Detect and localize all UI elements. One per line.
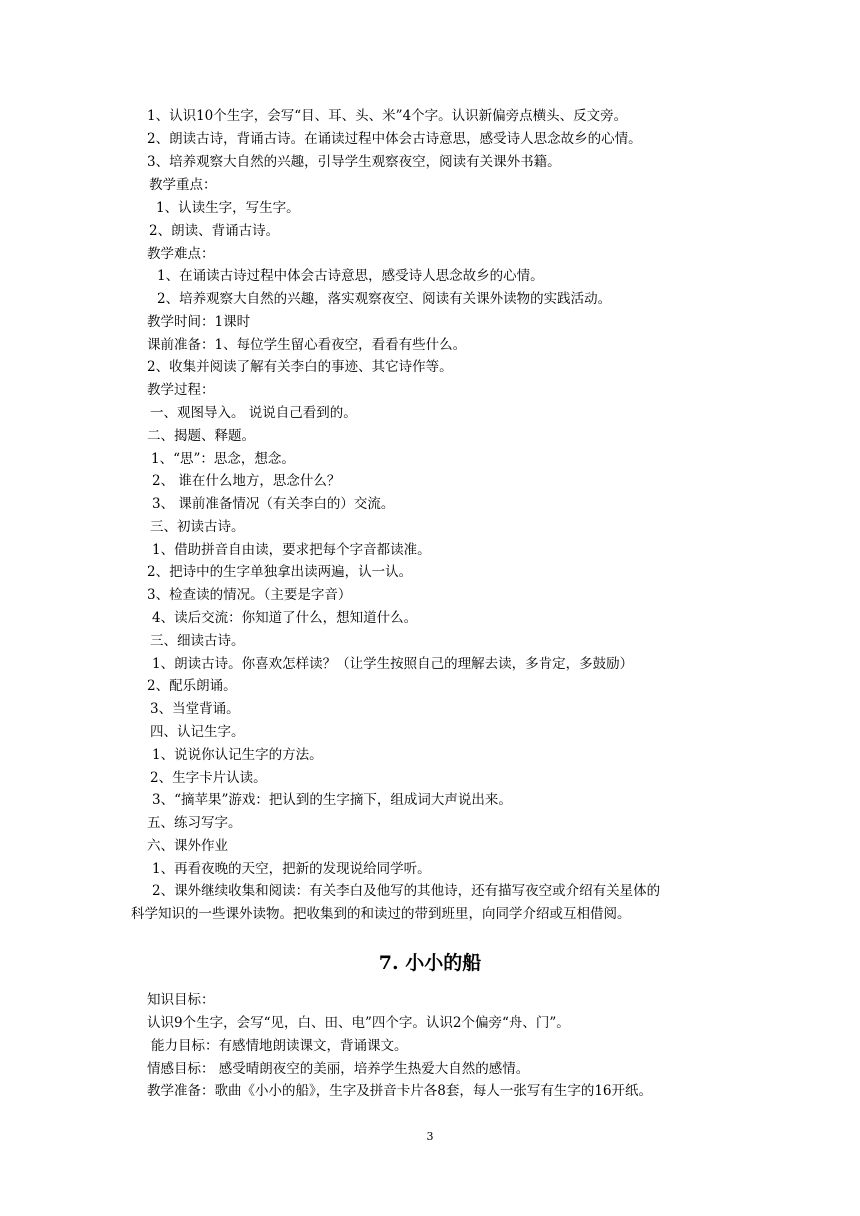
text-line: 1、借助拼音自由读，要求把每个字音都读准。 [152, 542, 431, 558]
text-line: 2、朗读、背诵古诗。 [149, 223, 280, 239]
text-line: 3、 课前准备情况（有关李白的）交流。 [152, 496, 395, 512]
text-line: 2、培养观察大自然的兴趣，落实观察夜空、阅读有关课外读物的实践活动。 [157, 291, 612, 307]
text-line: 2、 谁在什么地方，思念什么？ [152, 473, 341, 489]
text-line: 3、培养观察大自然的兴趣，引导学生观察夜空，阅读有关课外书籍。 [147, 154, 561, 170]
text-line: 1、朗读古诗。你喜欢怎样读？（让学生按照自己的理解去读，多肯定，多鼓励） [152, 656, 634, 672]
text-line: 教学难点： [147, 246, 215, 262]
text-line: 四、认记生字。 [150, 724, 245, 740]
text-line: 3、检查读的情况。（主要是字音） [147, 587, 352, 603]
text-line: 1、再看夜晚的天空，把新的发现说给同学听。 [152, 861, 431, 877]
text-line: 4、读后交流：你知道了什么，想知道什么。 [152, 610, 418, 626]
section-heading: 7. 小小的船 [378, 952, 482, 974]
text-line: 知识目标： [147, 992, 215, 1008]
text-line: 三、初读古诗。 [150, 519, 245, 535]
text-line: 一、观图导入。 说说自己看到的。 [150, 405, 357, 421]
text-line: 教学重点： [149, 177, 217, 193]
text-line: 二、揭题、释题。 [147, 428, 255, 444]
text-line: 2、课外继续收集和阅读：有关李白及他写的其他诗，还有描写夜空或介绍有关星体的 [152, 883, 661, 899]
text-line: 2、收集并阅读了解有关李白的事迹、其它诗作等。 [147, 359, 453, 375]
text-line: 2、配乐朗诵。 [147, 678, 237, 694]
text-line: 六、课外作业 [147, 838, 228, 854]
text-line: 2、生字卡片认读。 [150, 770, 267, 786]
text-line: 1、“思”：思念，想念。 [151, 451, 295, 467]
text-line: 1、认读生字，写生字。 [156, 200, 300, 216]
text-line: 教学过程： [147, 382, 215, 398]
text-line: 能力目标：有感情地朗读课文，背诵课文。 [151, 1038, 408, 1054]
text-line: 三、细读古诗。 [150, 633, 245, 649]
text-line: 1、认识10个生字，会写“目、耳、头、米”4个字。认识新偏旁点横头、反文旁。 [147, 108, 628, 124]
text-line: 教学准备：歌曲《小小的船》，生字及拼音卡片各8套，每人一张写有生字的16开纸。 [147, 1083, 653, 1099]
text-line: 课前准备：1、每位学生留心看夜空，看看有些什么。 [147, 337, 467, 353]
text-line: 1、在诵读古诗过程中体会古诗意思，感受诗人思念故乡的心情。 [157, 268, 544, 284]
text-line: 1、说说你认记生字的方法。 [152, 747, 323, 763]
text-line: 教学时间：1课时 [147, 314, 251, 330]
text-line: 情感目标： 感受晴朗夜空的美丽，培养学生热爱大自然的感情。 [147, 1061, 530, 1077]
text-line: 2、朗读古诗，背诵古诗。在诵读过程中体会古诗意思，感受诗人思念故乡的心情。 [147, 131, 642, 147]
text-line: 3、“摘苹果”游戏：把认到的生字摘下，组成词大声说出来。 [152, 792, 512, 808]
text-line: 2、把诗中的生字单独拿出读两遍，认一认。 [147, 564, 413, 580]
text-line: 3、当堂背诵。 [150, 701, 240, 717]
text-line: 科学知识的一些课外读物。把收集到的和读过的带到班里，向同学介绍或互相借阅。 [131, 906, 631, 922]
page-number: 3 [426, 1130, 434, 1143]
text-line: 五、练习写字。 [147, 815, 242, 831]
text-line: 认识9个生字，会写“见，白、田、电”四个字。认识2个偏旁“舟、门”。 [147, 1015, 570, 1031]
